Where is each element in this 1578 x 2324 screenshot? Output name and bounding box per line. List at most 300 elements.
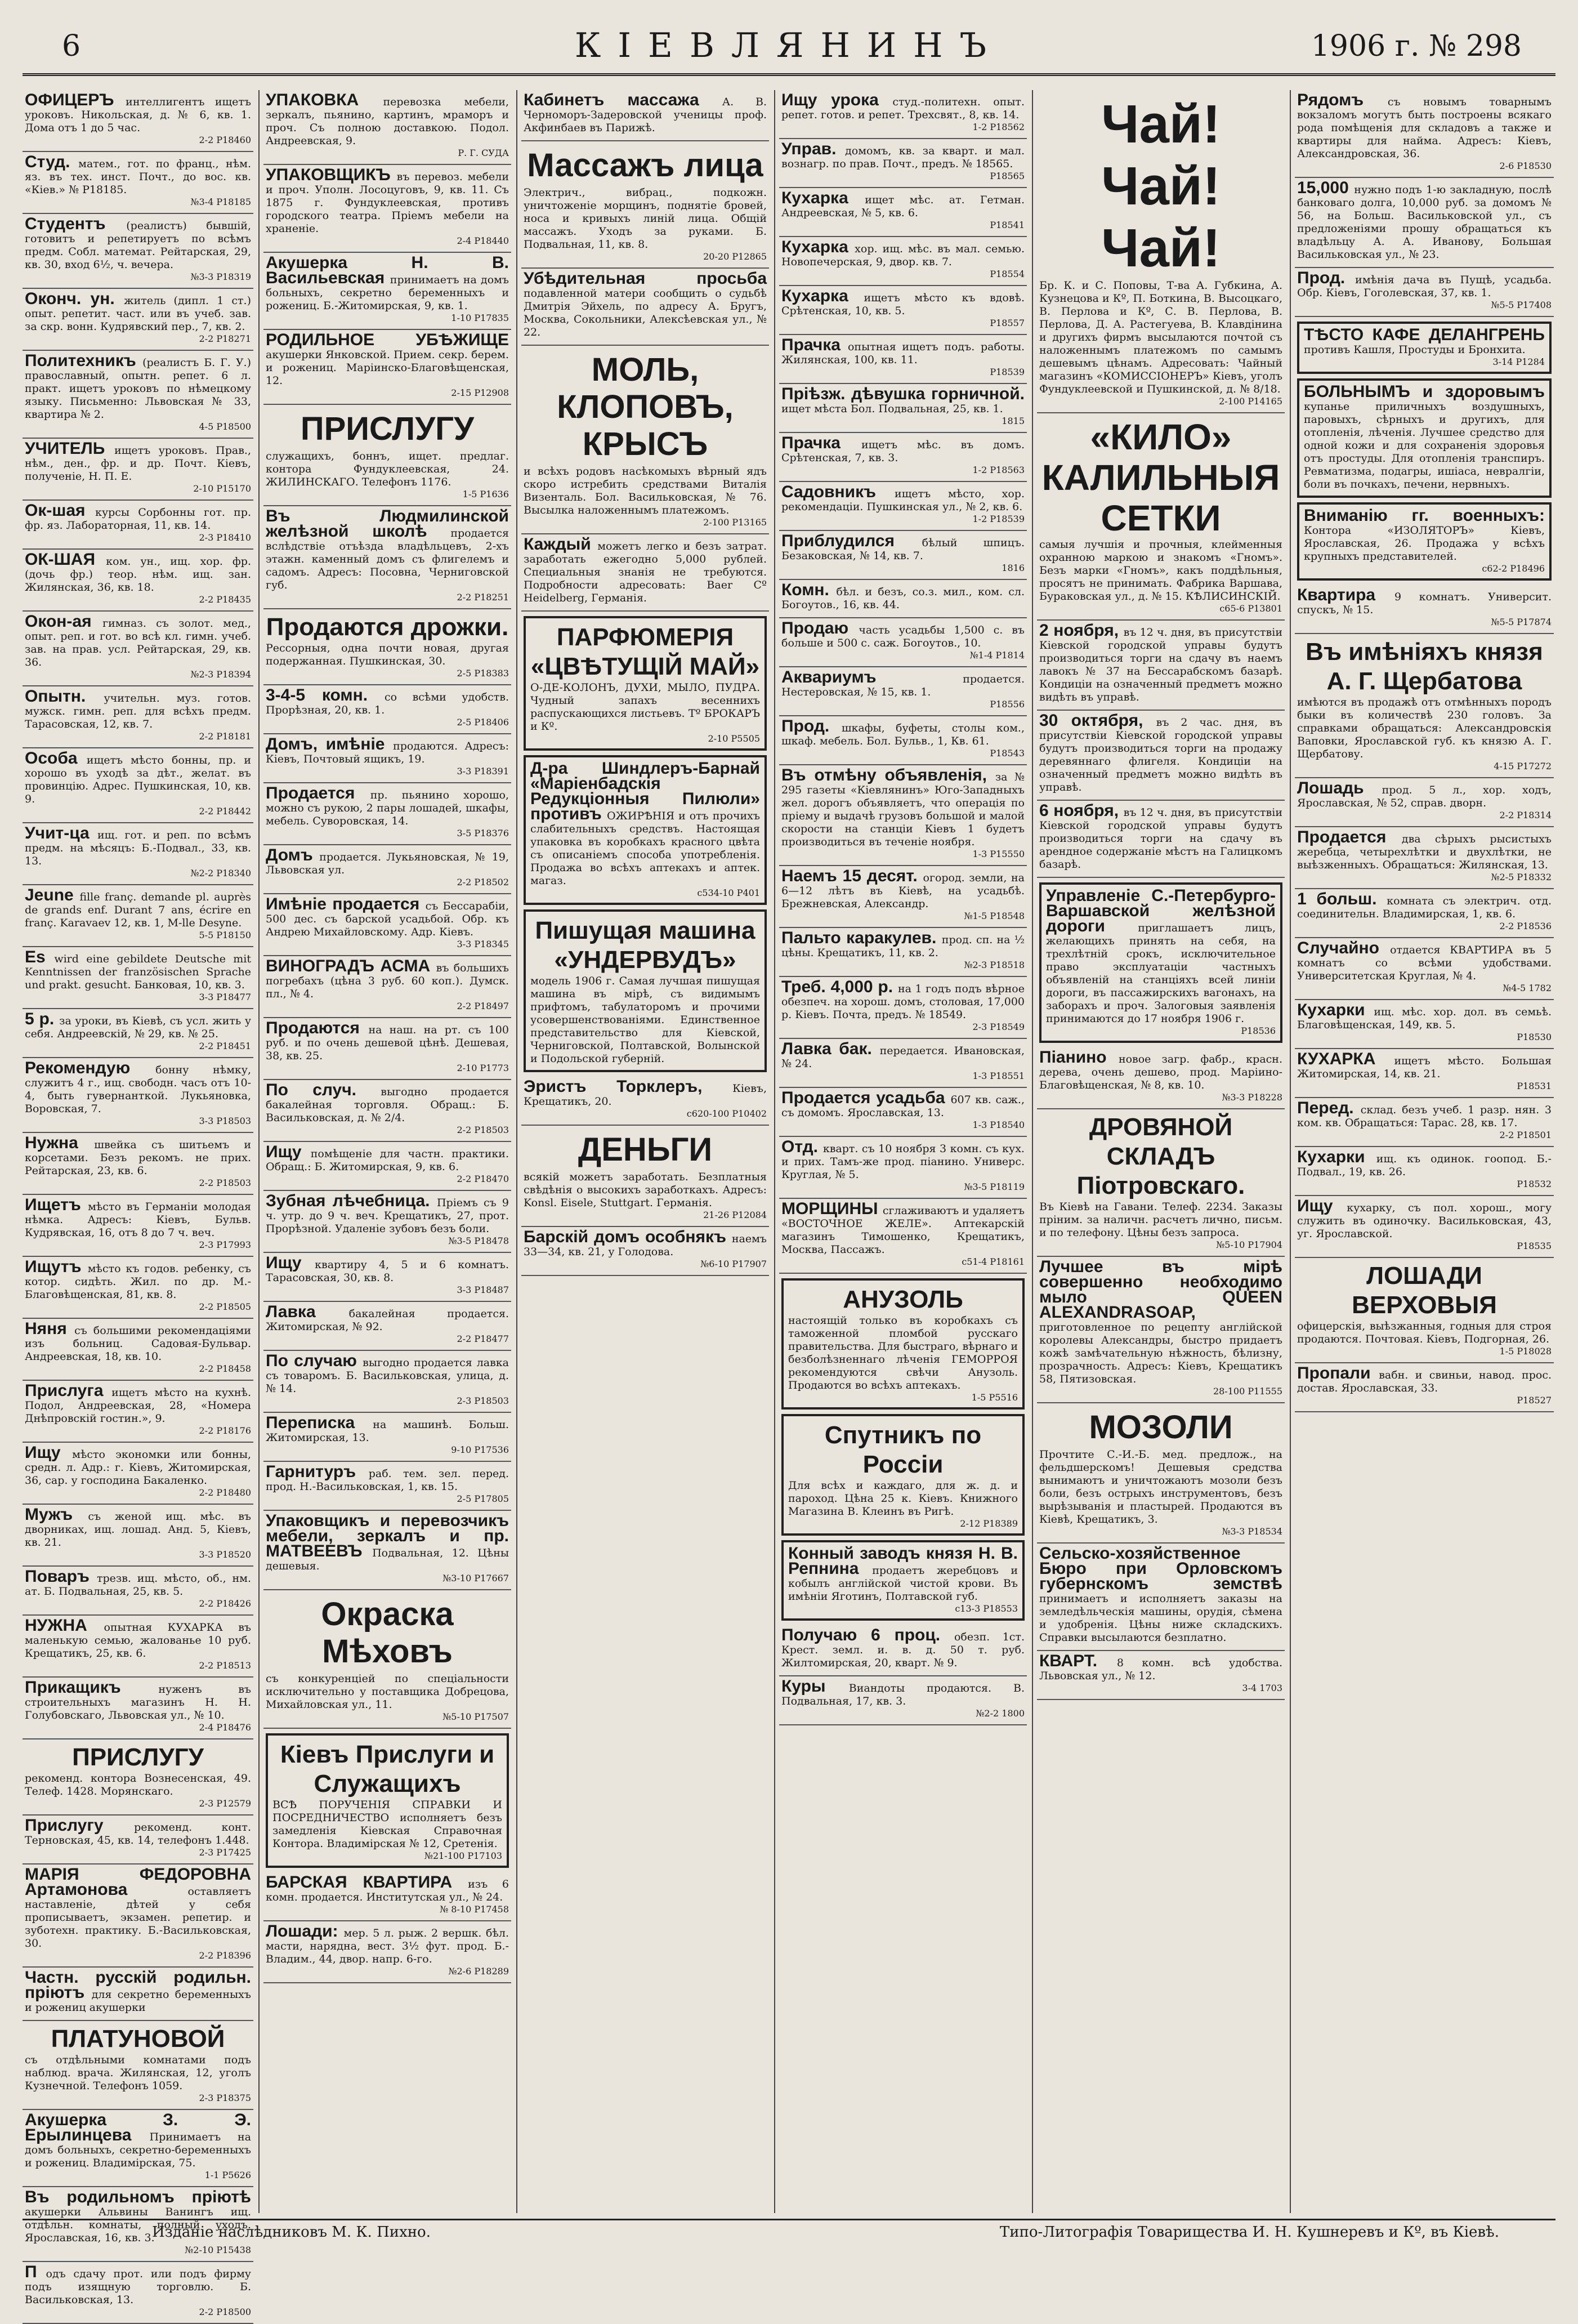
ad-lead-word: РОДИЛЬНОЕ УБѢЖИЩЕ [266,331,509,349]
classified-ad [779,866,1027,928]
classified-ad [23,1739,253,1816]
ad-code: 2-3 Р18410 [199,532,251,543]
ad-body: П одъ сдачу прот. или подъ фирму подъ изящную торговлю. Б. Васильковская, 13. [25,2263,251,2306]
classified-ad [779,90,1027,139]
ad-lead-word: Пріѣзж. дѣвушка горничной. [781,385,1025,403]
ad-code: №2-6 Р18289 [448,1966,509,1977]
classified-ad [1037,801,1285,878]
ad-body: Ищу кухарку, съ пол. хорош., могу служить въ одиночку. Васильковская, 43, уг. Ярославской. [1297,1197,1552,1240]
ad-body: настоящій только въ коробкахъ съ таможенной пломбой русскаго правительства. Для быстраго, вѣрнаго и безболѣзненнаго лѣченія ГЕМОРРОЯ рекомендуются свѣчи Анузоль. Продаются во всѣхъ аптекахъ. [788,1314,1018,1391]
ad-body: Лошади: мер. 5 л. рыж. 2 вершк. бѣл. масти, нарядна, вест. 3½ фут. прод. Б.-Владим., 44, двор. напр. 6-го. [266,1922,509,1965]
ad-code: Р18535 [1517,1241,1552,1251]
ad-body: Ищу помѣщеніе для частн. практики. Обращ.: Б. Житомирская, 9, кв. 6. [266,1143,509,1173]
ad-body: Д-ра Шиндлеръ-Барнай «Маріенбадскія Редукціонныя Пилюли» противъ ОЖИРѢНІЯ и отъ прочихъ слабительныхъ средствъ. Настоящая упаковка въ коробкахъ красного цвѣта съ описаніемъ способа употребленія. Продажа во всѣхъ аптекахъ и аптек. магаз. [530,759,760,887]
ad-headline: ПЛАТУНОВОЙ [51,2025,225,2053]
ad-code: 2-2 Р18470 [457,1174,509,1184]
ad-body: Политехникъ (реалистъ Б. Г. У.) православный, опытн. репет. 6 л. практ. ищетъ уроковъ по нѣмецкому языку. Письменно: Львовская № 33, квартира № 2. [25,351,252,421]
classified-ad [1297,502,1552,581]
ad-body: Прислуга ищетъ мѣсто на кухнѣ. Подол, Андреевская, 28, «Номера Днѣпровскій гостин.», 9. [25,1381,251,1425]
ad-code: 3-3 Р18487 [457,1284,509,1295]
classified-ad [1295,938,1554,1000]
ad-body: УПАКОВЩИКЪ въ перевоз. мебели и проч. Уполн. Лосоцуговъ, 9, кв. 11. Съ 1875 г. Фундуклеевская, противъ городского театра. Пріемъ мебели на храненіе. [266,166,509,235]
column-rule [1290,90,1291,2213]
classified-ad [23,823,253,885]
classified-ad [263,734,511,783]
classified-ad [23,1058,253,1133]
ad-body: Піанино новое загр. фабр., красн. дерева, очень дешево, прод. Маріино-Благовѣщенская, № 8, кв. 10. [1039,1048,1282,1091]
ad-lead-word: Ищу урока [781,91,893,109]
ad-lead-word: Лошади: [266,1922,344,1941]
classified-ad [1297,322,1552,374]
ad-lead-word: ВИНОГРАДЪ АСМА [266,957,436,975]
ad-code: Р18536 [1241,1025,1276,1036]
ad-code: 2-2 Р18181 [199,731,251,742]
ad-code: 2-2 Р18442 [199,806,251,817]
ad-lead-word: Студ. [25,153,79,171]
ad-code: 2-2 Р18251 [457,592,509,603]
ad-lead-word: Имѣніе продается [266,895,426,913]
ad-code: №2-3 Р18394 [190,669,251,680]
ad-code: 2-2 Р18451 [199,1041,251,1051]
ad-body: Продается два сѣрыхъ рысистыхъ жеребца, четырехлѣтки и двухлѣтки, не выѣзженныхъ. Обращаться: Жилянская, 13. [1297,828,1552,871]
ad-body: Лошадь прод. 5 л., хор. ходъ, Ярославская, № 52, справ. дворн. [1297,779,1552,809]
ad-lead-word: Наемъ 15 десят. [781,867,923,885]
classified-ad [1295,1000,1554,1049]
ad-code: 2-10 Р15170 [193,483,251,494]
ad-body: Рессорныя, одна почти новая, другая подержанная. Пушкинская, 30. [266,642,509,667]
ad-body: Прислугу рекоменд. конт. Терновская, 45, кв. 14, телефонъ 1.448. [25,1816,251,1846]
ad-code: 1-2 Р18539 [972,514,1025,524]
ad-lead-word: УПАКОВЩИКЪ [266,166,397,184]
ad-body: служащихъ, боннъ, ищет. предлаг. контора Фундуклеевская, 24. ЖИЛИНСКАГО. Телефонъ 1176. [266,450,509,488]
classified-ad [23,1133,253,1195]
ad-lead-word: 2 ноября, [1039,621,1124,640]
classified-ad [23,1505,253,1567]
ad-code: №3-3 Р18228 [1222,1092,1282,1103]
classified-ad [23,1864,253,1968]
ad-code: Р18539 [990,367,1025,377]
classified-ad [1295,778,1554,827]
ad-body: рекоменд. контора Вознесенская, 49. Телеф. 1428. Морянскаго. [25,1772,251,1797]
ad-code: №2-5 Р18332 [1491,872,1552,882]
ad-code: №5-5 Р17408 [1491,300,1552,310]
classified-ad [524,755,767,905]
classified-ad [23,501,253,550]
ad-lead-word: Ищутъ [25,1257,88,1276]
classified-ad [263,894,511,956]
ad-code: 2-100 Р14165 [1219,396,1282,407]
ad-code: 28-100 Р11555 [1213,1386,1282,1397]
ad-code: 2-3 Р17993 [199,1239,251,1250]
ad-code: 1-1 Р5626 [204,2170,251,2180]
ad-headline: Спутникъ по Россіи [824,1421,982,1478]
ad-lead-word: Получаю 6 проц. [781,1626,954,1644]
ad-code: 5-5 Р18150 [199,930,251,940]
ad-body: 5 р. за уроки, въ Кіевѣ, съ усл. жить у себя. Андреевскій, № 29, кв. № 25. [25,1010,252,1040]
ad-headline: ЛОШАДИ ВЕРХОВЫЯ [1352,1262,1497,1319]
classified-ad [263,1302,511,1351]
classified-ad [263,1872,511,1921]
column-5 [1037,90,1285,2213]
classified-ad [263,1351,511,1413]
ad-lead-word: Ищу [266,1143,311,1161]
classified-ad [23,152,253,214]
ad-body: Лавка бак. передается. Ивановская, № 24. [781,1040,1025,1070]
ad-code: 3-14 Р1284 [1492,356,1545,367]
ad-code: 1-2 Р18562 [972,122,1025,132]
ad-code: 2-2 Р18314 [1499,810,1552,820]
classified-ad [263,1921,511,1983]
ad-lead-word: Кухарки [1297,1001,1374,1019]
ad-code: 20-20 Р12865 [703,251,767,262]
ad-code: Р18532 [1517,1179,1552,1189]
classified-ad [263,405,511,506]
classified-ad [266,1733,509,1868]
ad-body: Въ родильномъ пріютѣ акушерки Альвины Ванингъ ищ. отдѣльн. комнаты, полный уходъ. Ярославская, 16, кв. 3. [25,2188,251,2244]
ad-body: ВСѢ ПОРУЧЕНІЯ СПРАВКИ И ПОСРЕДНИЧЕСТВО исполняетъ безъ замедленія Кіевская Справочная Контора. Владимірская № 12, Сретенія. [272,1799,502,1850]
ad-lead-word: КУХАРКА [1297,1050,1394,1068]
ad-lead-word: Домъ, имѣніе [266,735,394,753]
ad-body: Лавка бакалейная продается. Житомирская, № 92. [266,1302,509,1333]
ad-lead-word: Рядомъ [1297,91,1388,109]
ad-code: Р18556 [990,699,1025,710]
ad-code: 1-10 Р17835 [451,313,509,323]
ad-lead-word: Прислугу [25,1816,135,1835]
ad-headline: Кіевъ Прислуги и Служащихъ [280,1741,495,1797]
ad-lead-word: Барскій домъ особнякъ [524,1228,732,1246]
classified-ad [521,141,769,269]
ad-lead-word: По случаю [266,1351,363,1370]
classified-ad [263,1080,511,1142]
classified-ad [1037,1047,1285,1109]
ad-lead-word: Продается [266,784,370,802]
ad-body: ОФИЦЕРЪ интеллигентъ ищетъ уроковъ. Никольская, д. № 6, кв. 1. Дома отъ 1 до 5 час. [25,91,251,134]
ad-body: 1 больш. комната съ электрич. отд. соединительн. Владимирская, 1, кв. 6. [1297,890,1552,920]
ad-body: Въ отмѣну объявленія, за № 295 газеты «Кіевлянинъ» Юго-Западныхъ жел. дорогъ объявляетъ, что операція по пріему и выдачѣ грузовъ большой и малой скорости на станціи Кіевъ 1 будетъ производиться въ теченіе ноября. [781,766,1025,848]
classified-ad [1037,1651,1285,1700]
classified-ad [263,253,511,330]
ad-code: 2-2 Р18502 [457,877,509,887]
ad-code: 3-3 Р18477 [199,992,251,1002]
classified-ad [779,977,1027,1039]
classified-ad [1297,378,1552,498]
column-3 [521,90,769,2213]
ad-code: 2-2 Р18513 [199,1660,251,1671]
classified-ad [779,765,1027,866]
ad-lead-word: Окон-ая [25,612,103,631]
ad-body: Нужна швейка съ шитьемъ и корсетами. Безъ рекомъ. не прих. Рейтарская, 23, кв. 6. [25,1134,252,1177]
ad-body: Ищу квартиру 4, 5 и 6 комнатъ. Тарасовская, 30, кв. 8. [266,1254,509,1284]
classified-ad [521,534,769,612]
classified-ad [263,1142,511,1191]
ad-code: 1-5 Р5516 [971,1392,1018,1403]
classified-ad [1037,621,1285,711]
ad-lead-word: 5 р. [25,1010,60,1028]
ad-body: Поваръ трезв. ищ. мѣсто, об., нм. ат. Б. Подвальная, 25, кв. 5. [25,1567,251,1598]
classified-ad [263,506,511,609]
classified-ad [23,1567,253,1616]
ad-code: с13-3 Р18553 [955,1603,1018,1614]
ad-lead-word: Вниманію гг. военныхъ: [1304,506,1545,525]
ad-lead-word: 30 октября, [1039,711,1156,730]
ad-code: с51-4 Р18161 [962,1256,1025,1267]
ad-code: №1-5 Р18548 [964,911,1025,921]
ad-code: № 8-10 Р17458 [440,1904,509,1915]
ad-body: Jeune fille franç. demande pl. auprès de grands enf. Durant 7 ans, écrire en franç. Karavaev 12, кв. 1, M-lle Desyne. [25,886,251,929]
page-header [23,23,1555,76]
ad-body: Наемъ 15 десят. огород. земли, на 6—12 лѣтъ въ Кіевѣ, на усадьбѣ. Брежневская, Александр. [781,867,1025,910]
ad-code: №3-3 Р18534 [1222,1526,1282,1537]
classified-ad [779,335,1027,384]
ad-code: 1-2 Р18563 [972,465,1025,475]
ad-lead-word: Частн. русскій родильн. пріютъ [25,1968,251,2002]
ad-lead-word: Управленіе С.-Петербурго-Варшавской желѣзной дороги [1046,886,1276,935]
ad-body: Конный заводъ князя Н. В. Репнина продаетъ жеребцовъ и кобылъ англійской чистой крови. Въ имѣніи Яготинъ, Полтавской губ. [788,1544,1018,1603]
ad-lead-word: Аквариумъ [781,668,963,686]
ad-code: 9-10 Р17536 [451,1444,509,1455]
classified-ad [263,90,511,165]
ad-code: 2-2 Р18480 [199,1487,251,1498]
ad-code: №5-5 Р17874 [1491,617,1552,627]
classified-ad [23,351,253,439]
classified-ad [1295,1363,1554,1412]
classified-ad [263,1511,511,1590]
ad-lead-word: Продаю [781,619,859,637]
classified-ad [263,609,511,685]
issue-date: 1906 г. № 298 [1311,29,1522,63]
classified-ad [23,1319,253,1381]
classified-ad [23,1381,253,1443]
ad-lead-word: МОРЩИНЫ [781,1199,883,1218]
ad-lead-word: Лучшее въ мірѣ совершенно необходимо мыло QUEEN ALEXANDRASOAP, [1039,1257,1282,1322]
ad-body: имѣются въ продажѣ отъ отмѣнныхъ породъ быки въ количествѣ 230 головъ. За справками обращаться: Александровскія Ваповки, Ярославской губ. къ князю А. Г. Щербатову. [1297,696,1552,760]
ad-code: Р18565 [990,171,1025,181]
ad-lead-word: Рекомендую [25,1059,156,1077]
ad-headline: Въ имѣніяхъ князя А. Г. Щербатова [1306,638,1543,695]
ad-code: 2-10 Р5505 [708,733,760,744]
ad-lead-word: Ищу [25,1443,73,1462]
ad-lead-word: Ищетъ [25,1196,88,1214]
ad-lead-word: Особа [25,749,87,768]
ad-body: Имѣніе продается съ Бессарабіи, 500 дес. съ барской усадьбой. Обр. къ Андрею Михайловскому. Адр. Кіевъ. [266,895,509,938]
ad-lead-word: Ищу [266,1254,315,1272]
ad-code: 2-2 Р18271 [199,333,251,344]
ad-code: 2-4 Р18440 [457,235,509,246]
ad-code: №3-5 Р18478 [448,1235,509,1246]
ad-body: Продается пр. пьянино хорошо, можно съ рукою, 2 пары лошадей, шкафы, мебель. Суворовская, 14. [266,784,509,827]
ad-body: Пропали вабн. и свиньи, навод. прос. достав. Ярославская, 33. [1297,1364,1552,1394]
ad-lead-word: Ищу [1297,1197,1347,1215]
ad-body: Каждый можетъ легко и безъ затрат. заработать ежегодно 5,000 рублей. Специальныя знанія не требуются. Подробности адресовать: Baer Cº Heidelberg, Германія. [524,535,767,604]
classified-ad [779,531,1027,580]
ad-body: Прочтите С.-И.-Б. мед. предлож., на фельдшерскомъ! Дешевыя средства вынимаютъ и уничтожаютъ мозоли безъ боли, безъ острыхъ инструментовъ, безъ вырѣзыванія и пластырей. Продаются въ Кіевѣ, Крещатикъ, 3. [1039,1448,1282,1525]
classified-ad [521,1077,769,1126]
ad-lead-word: Піанино [1039,1048,1119,1067]
classified-ad [23,947,253,1009]
ad-code: №6-10 Р17907 [700,1259,767,1269]
ad-body: Оконч. ун. житель (дипл. 1 ст.) опыт. репетит. част. или въ учеб. зав. за скр. вонн. Кудрявский пер., 7, кв. 2. [25,289,251,333]
ad-code: 2-2 Р18396 [199,1950,251,1961]
ad-code: 2-3 Р17425 [199,1847,251,1858]
ad-code: 2-3 Р18375 [199,2093,251,2103]
ad-body: Гарнитуръ раб. тем. зел. перед. прод. Н.-Васильковская, 1, кв. 15. [266,1462,509,1493]
ad-body: Сельско-хозяйственное Бюро при Орловскомъ губернскомъ земствѣ принимаетъ и исполняетъ заказы на земледѣльческія машины, орудія, сѣмена и удобренія. Цѣны ниже складскихъ. Справки высылаются безплатно. [1039,1544,1282,1644]
classified-ad [263,165,511,253]
ad-code: 3-5 Р18376 [457,828,509,838]
classified-ad [1037,711,1285,801]
ad-lead-word: Убѣдительная просьба [524,269,767,288]
ad-code: №2-10 Р15438 [185,2245,251,2255]
page-number: 6 [62,29,81,63]
classified-ad [779,1199,1027,1274]
ad-body: Кухарки ищ. къ одинок. гоопод. Б.-Подвал., 19, кв. 26. [1297,1148,1552,1178]
ad-headline: МОЗОЛИ [1089,1409,1233,1446]
ad-body: Получаю 6 проц. обезп. 1ст. Крест. земл. и. в. д. 50 т. руб. Жилтомирская, 20, кварт. № 9. [781,1626,1025,1669]
ad-code: 2-2 Р18501 [1499,1130,1552,1140]
ad-lead-word: 6 ноября, [1039,801,1124,820]
ad-body: Садовникъ ищетъ мѣсто, хор. рекомендаціи. Пушкинская ул., № 2, кв. 6. [781,483,1025,513]
ad-lead-word: Es [25,948,55,966]
classified-ad [524,616,767,751]
classified-ad [781,1414,1025,1536]
ad-lead-word: По случ. [266,1081,381,1099]
ad-code: 2-15 Р12908 [451,387,509,398]
ad-body: Ищу урока студ.-политехн. опыт. репет. готов. и репет. Трехсвят., 8, кв. 14. [781,91,1025,121]
ad-lead-word: Прикащикъ [25,1678,159,1697]
ad-body: Няня съ большими рекомендаціями изъ больниц. Садовая-Бульвар. Андреевская, 18, кв. 10. [25,1319,251,1363]
classified-ad [1037,1544,1285,1651]
ad-lead-word: Домъ [266,846,320,864]
classified-ad [779,1625,1027,1676]
classified-ad [23,90,253,152]
ad-lead-word: Няня [25,1319,75,1338]
ad-headline: ПАРФЮМЕРІЯ «ЦВѢТУЩІЙ МАЙ» [530,623,760,680]
ad-body: модель 1906 г. Самая лучшая пишущая машина въ мірѣ, съ видимымъ прифтомъ, табулаторомъ и прочими усовершенствованіями. Единственное представительство для Кіевской, Черниговской, Полтавской, Волынской и Подольской губерній. [530,975,760,1065]
ad-lead-word: Опытн. [25,687,104,706]
ad-body: Кухарки ищ. мѣс. хор. дол. въ семьѣ. Благовѣщенская, 149, кв. 5. [1297,1001,1552,1031]
ad-lead-word: МАРІЯ ФЕДОРОВНА Артамонова [25,1865,251,1899]
classified-ad [1295,585,1554,634]
ad-code: №3-4 Р18185 [190,197,251,207]
classified-ad [1295,90,1554,178]
ad-lead-word: Комн. [781,581,837,599]
classified-ad [23,686,253,748]
classified-ad [521,1227,769,1276]
ad-code: №1-4 Р1814 [969,650,1025,661]
ad-code: 2-10 Р1773 [457,1063,509,1073]
column-rule [1032,90,1033,2213]
ad-body: УЧИТЕЛЬ ищетъ уроковъ. Прав., нѣм., ден., фр. и др. Почт. Кіевъ, полученіе, Н. П. Е. [25,439,251,483]
ad-lead-word: БАРСКАЯ КВАРТИРА [266,1873,468,1892]
ad-body: и всѣхъ родовъ насѣкомыхъ вѣрный ядъ скоро истребить средствами Виталія Визенталь. Бол. Васильковская, № 76. Высылка наложеннымъ платежомъ. [524,465,767,516]
classified-ad [263,1253,511,1302]
classified-ad [779,384,1027,433]
ad-body: Вниманію гг. военныхъ: Контора «ИЗОЛЯТОРЪ» Кіевъ, Ярославская, 26. Продажа у всѣхъ крупныхъ представителей. [1304,506,1545,563]
classified-ad [1039,882,1282,1043]
ad-lead-word: Въ отмѣну объявленія, [781,766,995,784]
ad-body: Для всѣх и каждаго, для ж. д. и пароход. Цѣна 25 к. Кіевъ. Книжного Магазина В. Клеинъ въ Ригѣ. [788,1479,1018,1518]
ad-code: 3-3 Р18520 [199,1549,251,1560]
ad-body: Кухарка ищетъ мѣсто къ вдовѣ. Срѣтенская, 10, кв. 5. [781,287,1025,317]
ad-body: Домъ, имѣніе продаются. Адресъ: Кіевъ, Почтовый ящикъ, 19. [266,735,509,765]
ad-code: 1-5 Р1636 [462,489,509,499]
classified-ad [1037,1257,1285,1403]
ad-body: О-ДЕ-КОЛОНЪ, ДУХИ, МЫЛО, ПУДРА. Чудный запахъ весеннихъ распускающихся листьевъ. Тº БРОКАРЪ и Кº. [530,681,760,733]
classified-ad [1295,1258,1554,1363]
classified-ad [1037,413,1285,621]
ad-lead-word: УПАКОВКА [266,91,383,109]
classified-ad [23,2021,253,2110]
ad-code: Р. Г. СУДА [458,148,509,158]
ad-code: 2-2 Р18477 [457,1333,509,1344]
ad-code: Р18541 [990,220,1025,230]
ad-lead-word: Оконч. ун. [25,289,124,308]
ad-body: Продаю часть усадьбы 1,500 с. въ больше и 500 с. саж. Богоутов., 10. [781,619,1025,649]
ad-lead-word: Прачка [781,336,848,354]
classified-ad [1295,1098,1554,1147]
ad-lead-word: Пальто каракулев. [781,929,942,947]
classified-ad [263,956,511,1018]
printer-line: Типо-Литографія Товарищества И. Н. Кушнеревъ и Кº, въ Кіевѣ. [999,2224,1499,2241]
ad-lead-word: Сельско-хозяйственное Бюро при Орловскомъ губернскомъ земствѣ [1039,1544,1282,1593]
ad-code: 2-2 Р18497 [457,1001,509,1011]
ad-body: Куры Виандоты продаются. В. Подвальная, 17, кв. 3. [781,1677,1025,1707]
ad-lead-word: Гарнитуръ [266,1462,369,1481]
ad-body: Кухарка ищет мѣс. ат. Гетман. Андреевская, № 5, кв. 6. [781,189,1025,219]
classified-ad [779,482,1027,531]
ad-lead-word: УЧИТЕЛЬ [25,439,115,458]
ad-body: 30 октября, въ 2 час. дня, въ присутствіи Кіевской городской управы будутъ производиться торги на продажу деревяннаго флигеля. Кондиціи на означенный предметъ можно видѣть въ управѣ. [1039,711,1282,793]
ad-lead-word: Прод. [1297,269,1356,287]
ad-code: №3-5 Р18119 [964,1181,1025,1192]
ad-lead-word: Продаются [266,1019,369,1037]
ad-body: Ок-шая курсы Сорбонны гот. пр. фр. яз. Лабораторная, 11, кв. 14. [25,501,251,532]
ad-code: №3-3 Р18319 [190,271,251,282]
classified-ad [1295,268,1554,317]
classified-ad [23,2110,253,2187]
classified-ad [263,1413,511,1462]
classified-ad [779,139,1027,188]
classified-ad [263,845,511,894]
ad-code: с65-6 Р13801 [1219,603,1282,614]
ad-lead-word: Продается усадьба [781,1089,951,1107]
ad-code: 2-2 Р18426 [199,1598,251,1609]
ad-code: 2-5 Р18406 [457,717,509,728]
ad-body: Убѣдительная просьба подавленной матери сообщить о судьбѣ Дмитрія Эйхель, по адресу А. Бругъ, Москва, Сокольники, Алексѣевская ул., № 22. [524,269,767,338]
classified-ad [779,286,1027,335]
ad-code: Р18557 [990,318,1025,328]
classified-ad [779,433,1027,482]
ad-headline: АНУЗОЛЬ [843,1286,963,1313]
ad-code: №5-10 Р17904 [1216,1239,1282,1250]
ad-lead-word: Акушерка Н. В. Васильевская [266,253,509,287]
ad-code: Р18543 [990,748,1025,759]
classified-ad [779,716,1027,765]
ad-lead-word: Переписка [266,1413,373,1432]
ad-code: 2-2 Р18505 [199,1301,251,1312]
classified-ad [23,1443,253,1505]
ad-body: Аквариумъ продается. Нестеровская, № 15, кв. 1. [781,668,1025,698]
ad-body: КУХАРКА ищетъ мѣсто. Большая Житомирская, 14, кв. 21. [1297,1050,1552,1080]
ad-code: 2-2 Р18500 [199,2307,251,2317]
ad-headline: ДЕНЬГИ [578,1131,713,1168]
ad-body: Управленіе С.-Петербурго-Варшавской желѣзной дороги приглашаетъ лицъ, желающихъ принять на себя, на трехлѣтній срокъ, исключительное право эксплуатаціи частныхъ объявленій на станціяхъ всей линіи дороги, въ пассажирскихъ вагонахъ, на заборахъ и проч. Залоговыя заявленія принимаются до 17 ноября 1906 г. [1046,886,1276,1025]
ad-lead-word: Въ Людмилинской желѣзной школѣ [266,507,509,541]
ad-code: 3-3 Р18503 [199,1116,251,1126]
classified-ad [781,1278,1025,1409]
classified-ad [1037,1109,1285,1257]
ad-body: Особа ищетъ мѣсто бонны, пр. и хорошо въ уходѣ за дѣт., желат. въ провинцію. Адрес. Пушкинская, 10, кв. 9. [25,749,251,805]
